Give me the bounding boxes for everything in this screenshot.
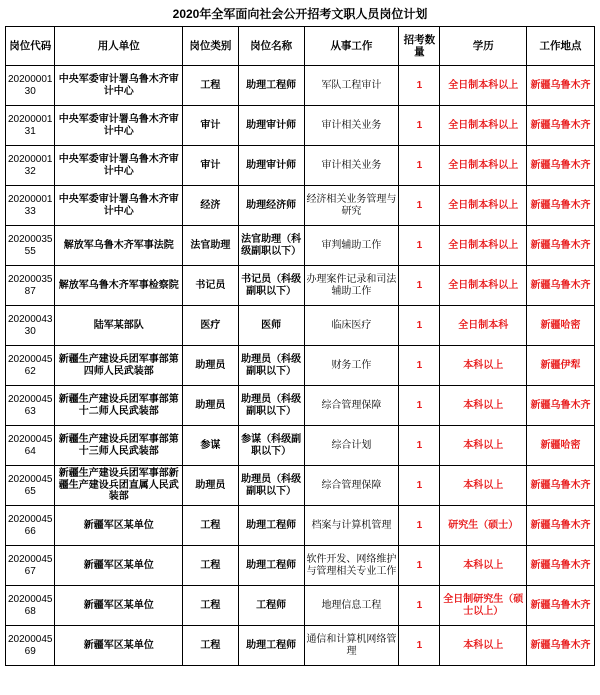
cell-category: 助理员 [183,466,239,506]
table-body [6,66,595,666]
column-header-location: 工作地点 [526,27,594,66]
cell-work: 审计相关业务 [304,146,399,186]
cell-location: 新疆乌鲁木齐 [526,546,594,586]
cell-count: 1 [399,586,440,626]
cell-category: 工程 [183,626,239,666]
cell-unit: 新疆军区某单位 [55,546,183,586]
table-row [6,506,595,546]
cell-work: 临床医疗 [304,306,399,346]
cell-category: 助理员 [183,386,239,426]
cell-code: 2020004568 [6,586,55,626]
cell-category: 工程 [183,506,239,546]
cell-count: 1 [399,546,440,586]
cell-category: 工程 [183,546,239,586]
cell-category: 参谋 [183,426,239,466]
cell-code: 2020000130 [6,66,55,106]
cell-count: 1 [399,306,440,346]
cell-count: 1 [399,426,440,466]
cell-category: 工程 [183,586,239,626]
column-header-work: 从事工作 [304,27,399,66]
cell-code: 2020004330 [6,306,55,346]
cell-education: 本科以上 [440,546,526,586]
table-row [6,346,595,386]
cell-code: 2020004569 [6,626,55,666]
table-row [6,266,595,306]
cell-education: 本科以上 [440,386,526,426]
cell-code: 2020004562 [6,346,55,386]
table-row [6,106,595,146]
cell-count: 1 [399,386,440,426]
cell-work: 软件开发、网络维护与管理相关专业工作 [304,546,399,586]
cell-work: 经济相关业务管理与研究 [304,186,399,226]
cell-work: 综合计划 [304,426,399,466]
cell-education: 本科以上 [440,346,526,386]
cell-location: 新疆乌鲁木齐 [526,386,594,426]
cell-education: 全日制本科以上 [440,266,526,306]
cell-work: 军队工程审计 [304,66,399,106]
cell-count: 1 [399,146,440,186]
cell-work: 通信和计算机网络管理 [304,626,399,666]
cell-category: 法官助理 [183,226,239,266]
table-row [6,466,595,506]
cell-count: 1 [399,66,440,106]
cell-count: 1 [399,626,440,666]
cell-unit: 解放军乌鲁木齐军事法院 [55,226,183,266]
table-row [6,426,595,466]
table-row [6,626,595,666]
cell-unit: 新疆生产建设兵团军事部第十三师人民武装部 [55,426,183,466]
cell-location: 新疆乌鲁木齐 [526,66,594,106]
column-header-category: 岗位类别 [183,27,239,66]
cell-code: 2020003555 [6,226,55,266]
cell-unit: 新疆军区某单位 [55,586,183,626]
table-row [6,306,595,346]
table-row [6,146,595,186]
cell-category: 书记员 [183,266,239,306]
table-row [6,186,595,226]
cell-unit: 中央军委审计署乌鲁木齐审计中心 [55,66,183,106]
cell-count: 1 [399,106,440,146]
cell-count: 1 [399,346,440,386]
cell-position: 法官助理（科级副职以下） [238,226,304,266]
cell-count: 1 [399,506,440,546]
cell-work: 档案与计算机管理 [304,506,399,546]
cell-category: 工程 [183,66,239,106]
cell-location: 新疆哈密 [526,426,594,466]
cell-unit: 新疆生产建设兵团军事部新疆生产建设兵团直属人民武装部 [55,466,183,506]
cell-code: 2020004567 [6,546,55,586]
cell-position: 助理工程师 [238,506,304,546]
column-header-code: 岗位代码 [6,27,55,66]
cell-location: 新疆乌鲁木齐 [526,586,594,626]
cell-work: 办理案件记录和司法辅助工作 [304,266,399,306]
cell-education: 全日制本科以上 [440,226,526,266]
column-header-position: 岗位名称 [238,27,304,66]
cell-position: 医师 [238,306,304,346]
cell-work: 审计相关业务 [304,106,399,146]
column-header-count: 招考数量 [399,27,440,66]
cell-position: 助理审计师 [238,146,304,186]
cell-location: 新疆乌鲁木齐 [526,146,594,186]
cell-code: 2020000133 [6,186,55,226]
cell-unit: 中央军委审计署乌鲁木齐审计中心 [55,106,183,146]
cell-location: 新疆伊犁 [526,346,594,386]
cell-code: 2020000132 [6,146,55,186]
cell-count: 1 [399,186,440,226]
table-row [6,546,595,586]
cell-unit: 新疆军区某单位 [55,626,183,666]
cell-count: 1 [399,226,440,266]
table-row [6,386,595,426]
cell-work: 财务工作 [304,346,399,386]
cell-unit: 陆军某部队 [55,306,183,346]
cell-education: 全日制研究生（硕士以上） [440,586,526,626]
cell-location: 新疆乌鲁木齐 [526,626,594,666]
table-row [6,586,595,626]
table-header [6,27,595,66]
cell-education: 全日制本科以上 [440,106,526,146]
cell-code: 2020004566 [6,506,55,546]
cell-category: 经济 [183,186,239,226]
cell-location: 新疆哈密 [526,306,594,346]
cell-location: 新疆乌鲁木齐 [526,186,594,226]
cell-location: 新疆乌鲁木齐 [526,466,594,506]
cell-unit: 新疆生产建设兵团军事部第十二师人民武装部 [55,386,183,426]
cell-code: 2020003587 [6,266,55,306]
column-header-unit: 用人单位 [55,27,183,66]
cell-education: 全日制本科以上 [440,186,526,226]
cell-position: 工程师 [238,586,304,626]
cell-unit: 解放军乌鲁木齐军事检察院 [55,266,183,306]
cell-position: 助理工程师 [238,66,304,106]
cell-location: 新疆乌鲁木齐 [526,226,594,266]
cell-unit: 新疆生产建设兵团军事部第四师人民武装部 [55,346,183,386]
cell-education: 本科以上 [440,466,526,506]
cell-unit: 中央军委审计署乌鲁木齐审计中心 [55,186,183,226]
cell-position: 助理员（科级副职以下） [238,346,304,386]
cell-position: 助理员（科级副职以下） [238,466,304,506]
cell-code: 2020004565 [6,466,55,506]
cell-unit: 新疆军区某单位 [55,506,183,546]
cell-unit: 中央军委审计署乌鲁木齐审计中心 [55,146,183,186]
cell-position: 助理审计师 [238,106,304,146]
cell-position: 书记员（科级副职以下） [238,266,304,306]
cell-category: 医疗 [183,306,239,346]
header-row [6,27,595,66]
cell-education: 全日制本科 [440,306,526,346]
cell-position: 助理工程师 [238,546,304,586]
cell-code: 2020000131 [6,106,55,146]
page-title: 2020年全军面向社会公开招考文职人员岗位计划 [172,7,428,21]
cell-count: 1 [399,466,440,506]
cell-education: 本科以上 [440,426,526,466]
cell-code: 2020004564 [6,426,55,466]
cell-work: 综合管理保障 [304,466,399,506]
job-plan-table [5,26,595,666]
cell-education: 全日制本科以上 [440,66,526,106]
cell-education: 研究生（硕士） [440,506,526,546]
cell-position: 助理员（科级副职以下） [238,386,304,426]
cell-education: 全日制本科以上 [440,146,526,186]
cell-location: 新疆乌鲁木齐 [526,106,594,146]
cell-position: 助理经济师 [238,186,304,226]
cell-education: 本科以上 [440,626,526,666]
cell-work: 综合管理保障 [304,386,399,426]
cell-location: 新疆乌鲁木齐 [526,266,594,306]
table-row [6,226,595,266]
cell-position: 参谋（科级副职以下） [238,426,304,466]
cell-category: 审计 [183,146,239,186]
cell-count: 1 [399,266,440,306]
cell-work: 地理信息工程 [304,586,399,626]
cell-code: 2020004563 [6,386,55,426]
cell-position: 助理工程师 [238,626,304,666]
cell-category: 助理员 [183,346,239,386]
column-header-education: 学历 [440,27,526,66]
cell-category: 审计 [183,106,239,146]
cell-location: 新疆乌鲁木齐 [526,506,594,546]
table-row [6,66,595,106]
cell-work: 审判辅助工作 [304,226,399,266]
